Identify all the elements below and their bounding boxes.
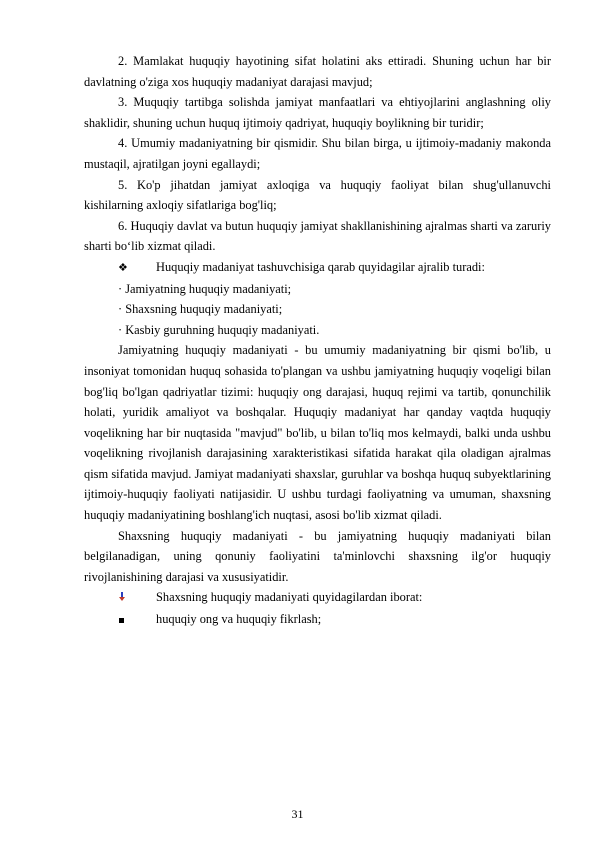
paragraph-2: 2. Mamlakat huquqiy hayotining sifat holatini aks ettiradi. Shuning uchun har bir davlatning o'ziga xos huquqiy madaniyat darajasi mavjud; bbox=[84, 54, 551, 89]
paragraph-3: 3. Muquqiy tartibga solishda jamiyat manfaatlari va ehtiyojlarini anglashning oliy shaklidir, shuning uchun huquq ijtimoiy qadriyat, huquqiy boylikning bir turidir; bbox=[84, 95, 551, 130]
components-item-1: huquqiy ong va huquqiy fikrlash; bbox=[156, 612, 322, 627]
document-page bbox=[84, 51, 551, 630]
components-heading-row bbox=[84, 587, 551, 609]
type-item-society: · Jamiyatning huquqiy madaniyati; bbox=[118, 281, 292, 296]
paragraph-society-culture: Jamiyatning huquqiy madaniyati - bu umumiy madaniyatning bir qismi bo'lib, u insoniyat tomonidan huquq sohasida to'plangan va ushbu jamiyatning huquqiy voqeligi bilan bog'liq bo'lgan qadriyatlar tizimi: huquqiy ong darajasi, huquq rejimi va tartib, qonunchilik holati, yuridik amaliyot va boshqalar. Huquqiy madaniyat har qanday vaqtda huquqiy voqelikning har bir nuqtasida "mavjud" bo'lib, u bilan to'liq mos kelmaydi, balki unda ushbu voqelikning rivojlanish darajasining xarakteristikasi sifatida harakat qila oladigan ajralmas qism sifatida mavjud. Jamiyat madaniyati shaxslar, guruhlar va boshqa huquq subyektlarining ijtimoiy-huquqiy faoliyati natijasidir. U ushbu turdagi faoliyatning va umuman, shaxsning huquqiy madaniyatining boshlang'ich nuqtasi, asosi bo'lib xizmat qiladi. bbox=[84, 343, 551, 523]
page-number: 31 bbox=[291, 807, 304, 821]
type-item-professional: · Kasbiy guruhning huquqiy madaniyati. bbox=[118, 322, 320, 337]
types-heading: Huquqiy madaniyat tashuvchisiga qarab quyidagilar ajralib turadi: bbox=[156, 259, 485, 274]
square-bullet-icon bbox=[84, 609, 156, 630]
types-heading-row bbox=[84, 257, 551, 279]
components-heading: Shaxsning huquqiy madaniyati quyidagilardan iborat: bbox=[156, 590, 423, 605]
paragraph-6: 6. Huquqiy davlat va butun huquqiy jamiyat shakllanishining ajralmas sharti va zaruriy sharti bo‘lib xizmat qiladi. bbox=[84, 218, 551, 254]
diamond-bullet-icon: ❖ bbox=[118, 261, 128, 274]
paragraph-individual-culture: Shaxsning huquqiy madaniyati - bu jamiyatning huquqiy madaniyati bilan belgilanadigan, uning qonuniy faoliyatini ta'minlovchi shaxsning ilg'or huquqiy rivojlanishining darajasi va xususiyatidir. bbox=[84, 528, 551, 584]
down-arrow-icon bbox=[84, 587, 156, 609]
components-item-row bbox=[84, 609, 551, 630]
paragraph-5: 5. Ko'p jihatdan jamiyat axloqiga va huquqiy faoliyat bilan shug'ullanuvchi kishilarning axloqiy sifatlariga bog'liq; bbox=[84, 177, 551, 213]
type-item-individual: · Shaxsning huquqiy madaniyati; bbox=[118, 302, 283, 317]
paragraph-4: 4. Umumiy madaniyatning bir qismidir. Shu bilan birga, u ijtimoiy-madaniy makonda mustaqil, ajratilgan joyni egallaydi; bbox=[84, 136, 551, 171]
